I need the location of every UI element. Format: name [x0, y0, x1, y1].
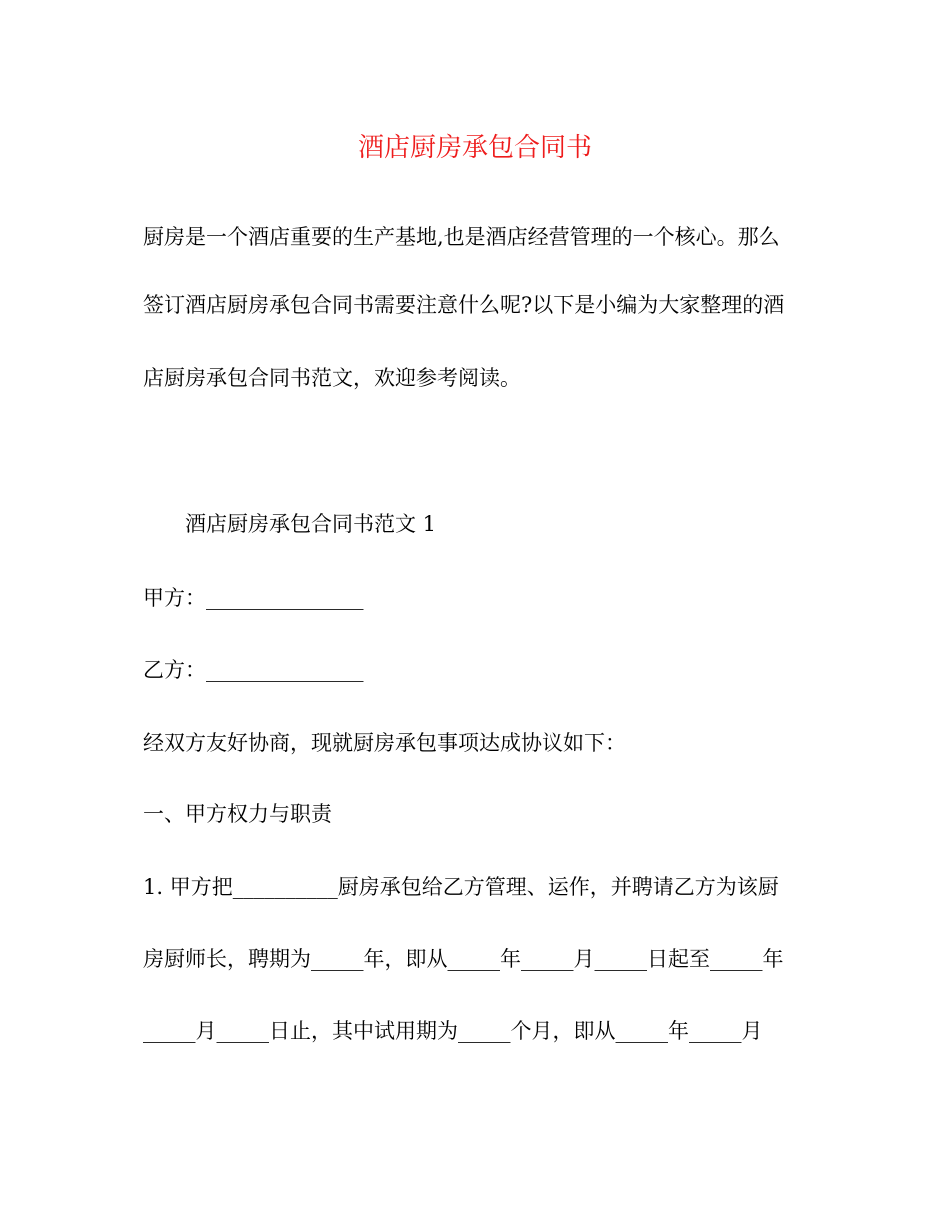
- party-b-line: 乙方：_______________: [143, 658, 364, 682]
- clause-1-line-2: 房厨师长，聘期为_____年，即从_____年_____月_____日起至_____年: [143, 947, 784, 971]
- intro-line-2: 签订酒店厨房承包合同书需要注意什么呢?以下是小编为大家整理的酒: [143, 293, 785, 317]
- sample-heading: 酒店厨房承包合同书范文 1: [185, 512, 437, 536]
- agreement-line: 经双方友好协商，现就厨房承包事项达成协议如下：: [143, 731, 626, 755]
- section-1-heading: 一、甲方权力与职责: [143, 802, 332, 826]
- intro-line-1: 厨房是一个酒店重要的生产基地,也是酒店经营管理的一个核心。那么: [143, 225, 780, 249]
- clause-1-line-3: _____月_____日止，其中试用期为_____个月，即从_____年_____月: [143, 1019, 763, 1043]
- intro-line-3: 店厨房承包合同书范文，欢迎参考阅读。: [143, 366, 521, 390]
- party-a-line: 甲方：_______________: [143, 586, 364, 610]
- clause-1-line-1: 1. 甲方把__________厨房承包给乙方管理、运作，并聘请乙方为该厨: [143, 875, 779, 899]
- document-title: 酒店厨房承包合同书: [357, 133, 592, 163]
